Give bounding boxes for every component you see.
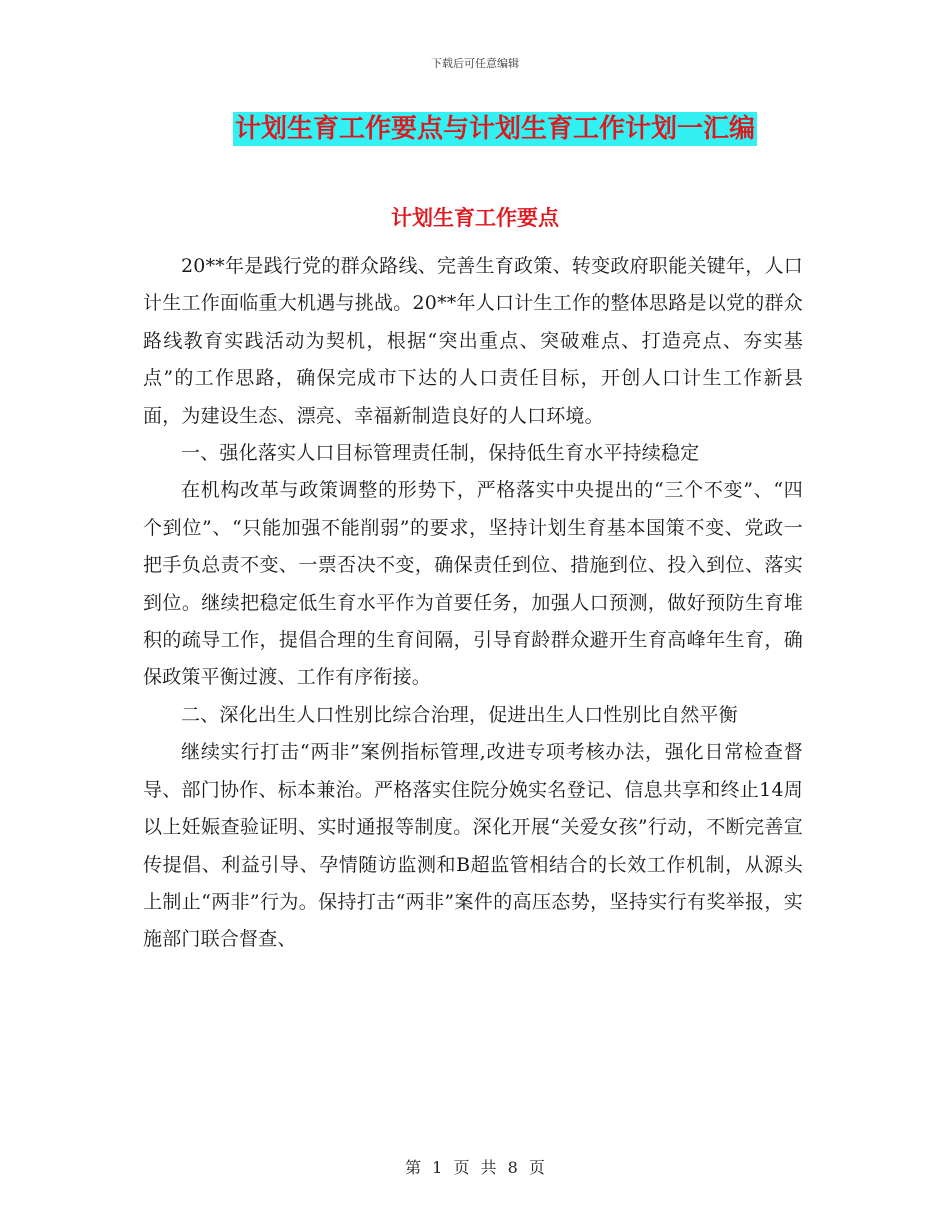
- page-footer: 第 1 页 共 8 页: [405, 1158, 545, 1177]
- section-title: 计划生育工作要点: [391, 206, 559, 230]
- heading-one: 一、强化落实人口目标管理责任制，保持低生育水平持续稳定: [181, 442, 700, 465]
- paragraph-two: 继续实行打击“两非”案例指标管理,改进专项考核办法，强化日常检查督导、部门协作、标本兼治。严格落实住院分娩实名登记、信息共享和终止14周以上妊娠查验证明、实时通报等制度。深化开展“关爱女孩”行动，不断完善宣传提倡、利益引导、孕情随访监测和B超监管相结合的长效工作机制，从源头上制止“两非”行为。保持打击“两非”案件的高压态势，坚持实行有奖举报，实施部门联合督查、: [143, 741, 803, 951]
- paragraph-one: 在机构改革与政策调整的形势下，严格落实中央提出的“三个不变”、“四个到位”、“只能加强不能削弱”的要求，坚持计划生育基本国策不变、党政一把手负总责不变、一票否决不变，确保责任到位、措施到位、投入到位、落实到位。继续把稳定低生育水平作为首要任务，加强人口预测，做好预防生育堆积的疏导工作，提倡合理的生育间隔，引导育龄群众避开生育高峰年生育，确保政策平衡过渡、工作有序衔接。: [143, 479, 803, 689]
- document-title: 计划生育工作要点与计划生育工作计划一汇编: [234, 114, 755, 144]
- page-header-note: 下载后可任意编辑: [431, 57, 519, 70]
- heading-two: 二、深化出生人口性别比综合治理，促进出生人口性别比自然平衡: [181, 703, 738, 726]
- paragraph-intro: 20**年是践行党的群众路线、完善生育政策、转变政府职能关键年，人口计生工作面临重大机遇与挑战。20**年人口计生工作的整体思路是以党的群众路线教育实践活动为契机，根据“突出重点、突破难点、打造亮点、夯实基点”的工作思路，确保完成市下达的人口责任目标，开创人口计生工作新县面，为建设生态、漂亮、幸福新制造良好的人口环境。: [143, 255, 803, 427]
- main-title-container: [0, 112, 950, 146]
- document-body: [143, 248, 803, 959]
